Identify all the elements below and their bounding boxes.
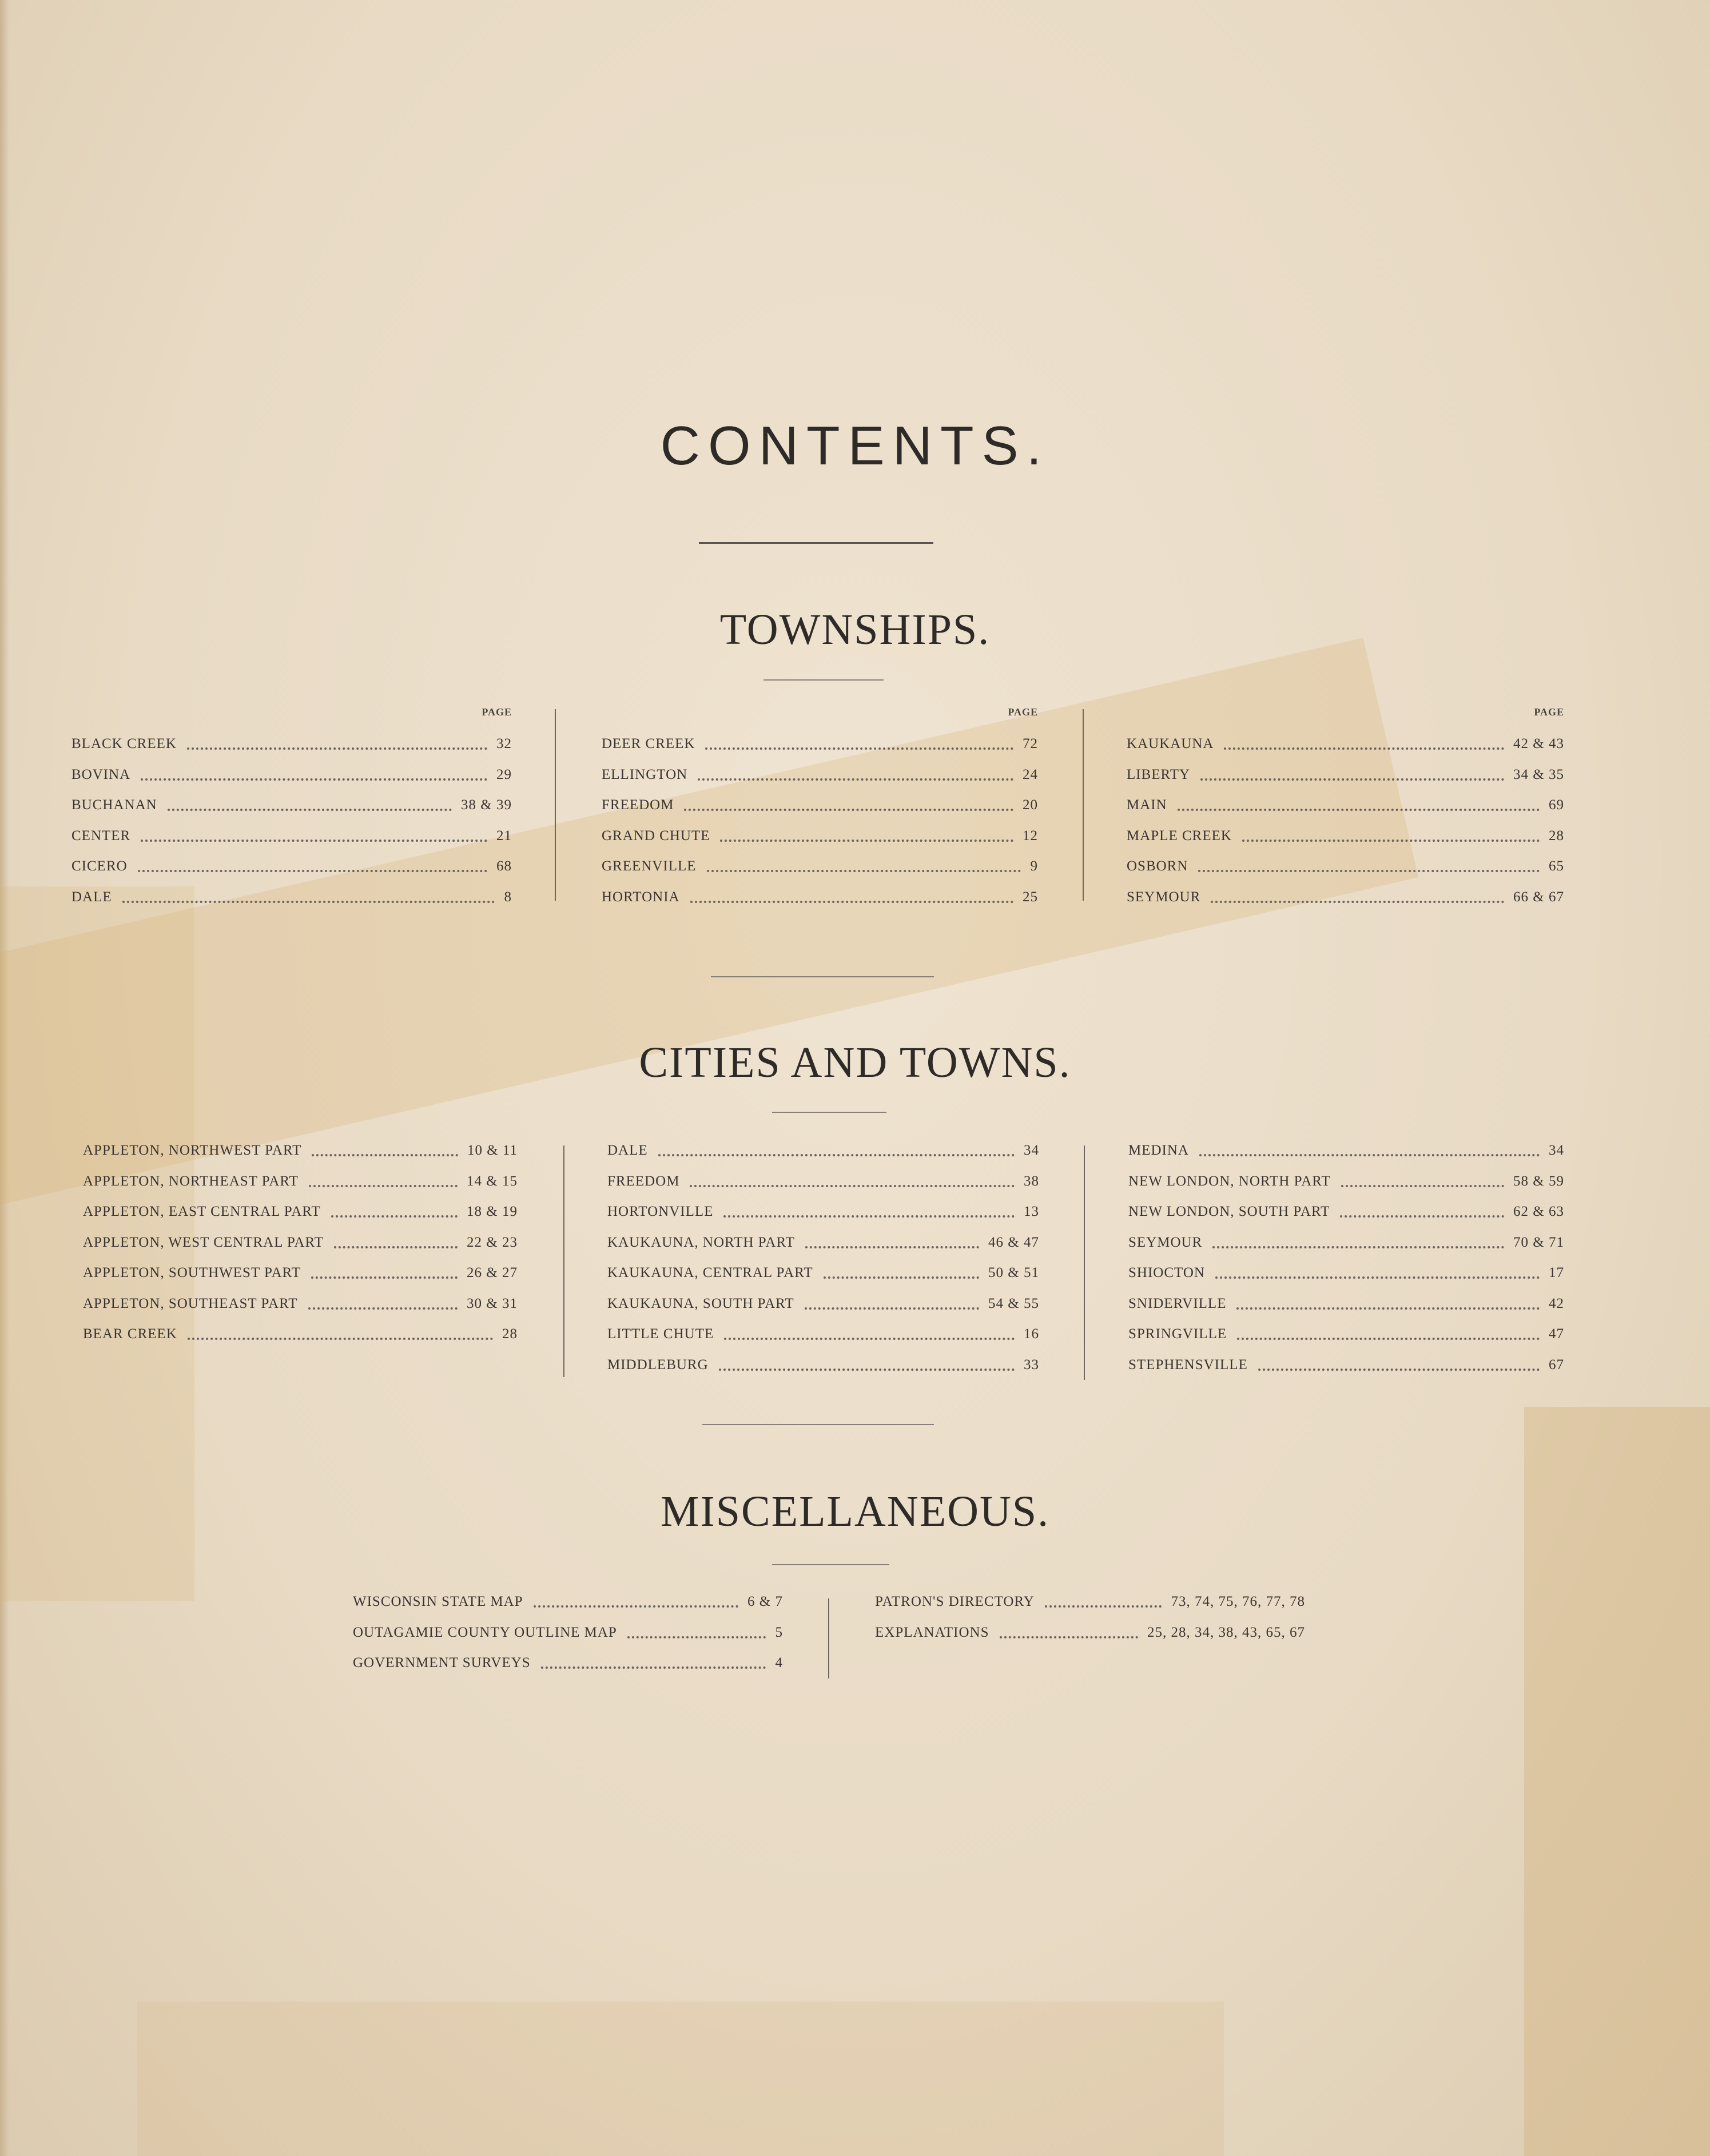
- toc-entry-page: 14 & 15: [467, 1173, 518, 1189]
- toc-entry-page: 66 & 67: [1513, 889, 1564, 905]
- toc-entry-name: NEW LONDON, NORTH PART: [1128, 1173, 1331, 1189]
- dot-leader: [1242, 822, 1540, 842]
- toc-entry-name: DALE: [607, 1143, 648, 1158]
- toc-entry-page: 67: [1549, 1357, 1564, 1373]
- dot-leader: [334, 1229, 458, 1248]
- tape-stain-bottom: [137, 2002, 1224, 2156]
- toc-entry: [875, 1625, 1305, 1656]
- toc-entry-page: 38 & 39: [461, 797, 512, 813]
- page-column-header: PAGE: [482, 706, 512, 718]
- toc-entry: [71, 889, 512, 920]
- toc-entry-page: 30 & 31: [467, 1295, 518, 1311]
- dot-leader: [1045, 1588, 1162, 1608]
- misc-rule: [772, 1564, 889, 1565]
- toc-entry-name: DEER CREEK: [602, 736, 695, 751]
- page-column-header: PAGE: [1534, 706, 1564, 718]
- toc-entry-page: 8: [504, 889, 512, 905]
- misc-column-1: [353, 1594, 783, 1691]
- toc-entry-page: 12: [1023, 828, 1038, 844]
- toc-entry-name: GRAND CHUTE: [602, 828, 710, 844]
- toc-entry-page: 38: [1024, 1173, 1039, 1189]
- dot-leader: [690, 884, 1013, 903]
- page-column-header: PAGE: [1008, 706, 1038, 718]
- dot-leader: [534, 1588, 738, 1608]
- dot-leader: [724, 1320, 1015, 1340]
- toc-entry-name: DALE: [71, 889, 112, 905]
- cities-column-1: [83, 1143, 518, 1394]
- toc-entry-page: 42: [1549, 1295, 1564, 1311]
- dot-leader: [707, 853, 1021, 872]
- townships-rule: [763, 679, 884, 681]
- dot-leader: [805, 1290, 979, 1310]
- toc-entry-name: KAUKAUNA: [1127, 736, 1214, 751]
- toc-entry-name: BEAR CREEK: [83, 1326, 177, 1342]
- toc-entry-name: BUCHANAN: [71, 797, 157, 813]
- toc-entry-name: OSBORN: [1127, 858, 1188, 874]
- toc-entry-name: GOVERNMENT SURVEYS: [353, 1655, 531, 1670]
- toc-entry-page: 13: [1024, 1204, 1039, 1219]
- toc-entry-name: BOVINA: [71, 766, 131, 782]
- toc-entry-page: 47: [1549, 1326, 1564, 1342]
- townships-heading: TOWNSHIPS.: [719, 606, 991, 654]
- toc-entry-name: BLACK CREEK: [71, 736, 177, 751]
- toc-entry-name: SEYMOUR: [1127, 889, 1201, 905]
- toc-entry-page: 46 & 47: [988, 1234, 1039, 1250]
- dot-leader: [1198, 853, 1540, 872]
- dot-leader: [690, 1168, 1015, 1187]
- dot-leader: [1000, 1619, 1138, 1638]
- toc-entry-page: 24: [1023, 766, 1038, 782]
- toc-entry-name: APPLETON, NORTHEAST PART: [83, 1173, 299, 1189]
- toc-entry-name: LITTLE CHUTE: [607, 1326, 714, 1342]
- dot-leader: [1199, 1137, 1540, 1156]
- dot-leader: [122, 884, 495, 903]
- dot-leader: [805, 1229, 979, 1248]
- toc-entry-page: 65: [1549, 858, 1564, 874]
- toc-entry-page: 72: [1023, 736, 1038, 751]
- dot-leader: [1215, 1259, 1540, 1279]
- dot-leader: [141, 761, 487, 781]
- dot-leader: [720, 822, 1013, 842]
- toc-entry-page: 32: [496, 736, 512, 751]
- toc-entry-name: EXPLANATIONS: [875, 1624, 989, 1640]
- toc-entry-page: 22 & 23: [467, 1234, 518, 1250]
- dot-leader: [188, 1320, 493, 1340]
- dot-leader: [1258, 1351, 1540, 1371]
- column-divider: [828, 1598, 829, 1678]
- toc-entry-name: SHIOCTON: [1128, 1265, 1205, 1280]
- column-divider: [563, 1145, 564, 1377]
- dot-leader: [1237, 1320, 1540, 1340]
- dot-leader: [311, 1259, 458, 1279]
- misc-column-2: [875, 1594, 1305, 1662]
- toc-entry-page: 70 & 71: [1513, 1234, 1564, 1250]
- cities-heading: CITIES AND TOWNS.: [639, 1039, 1071, 1087]
- toc-entry-name: APPLETON, EAST CENTRAL PART: [83, 1204, 321, 1219]
- dot-leader: [541, 1649, 766, 1669]
- toc-entry-name: STEPHENSVILLE: [1128, 1357, 1248, 1373]
- toc-entry-page: 58 & 59: [1513, 1173, 1564, 1189]
- townships-column-2: [602, 706, 1038, 912]
- toc-entry-name: HORTONVILLE: [607, 1204, 714, 1219]
- toc-entry-name: MIDDLEBURG: [607, 1357, 709, 1373]
- toc-entry-page: 34: [1549, 1143, 1564, 1158]
- toc-entry-page: 6 & 7: [747, 1594, 783, 1609]
- toc-entry-page: 50 & 51: [988, 1265, 1039, 1280]
- dot-leader: [658, 1137, 1015, 1156]
- dot-leader: [312, 1137, 458, 1156]
- toc-entry-name: APPLETON, SOUTHEAST PART: [83, 1295, 298, 1311]
- dot-leader: [168, 791, 452, 811]
- toc-entry-page: 18 & 19: [467, 1204, 518, 1219]
- toc-entry-name: SPRINGVILLE: [1128, 1326, 1227, 1342]
- dot-leader: [684, 791, 1013, 811]
- page-title: CONTENTS.: [660, 415, 1050, 476]
- toc-entry-name: APPLETON, SOUTHWEST PART: [83, 1265, 301, 1280]
- toc-entry-name: MEDINA: [1128, 1143, 1189, 1158]
- toc-entry: [1127, 889, 1564, 920]
- toc-entry-page: 68: [496, 858, 512, 874]
- toc-entry-page: 26 & 27: [467, 1265, 518, 1280]
- misc-heading: MISCELLANEOUS.: [660, 1487, 1050, 1536]
- toc-entry-name: KAUKAUNA, CENTRAL PART: [607, 1265, 813, 1280]
- dot-leader: [1211, 884, 1504, 903]
- toc-entry-page: 28: [1549, 828, 1564, 844]
- dot-leader: [723, 1198, 1015, 1218]
- dot-leader: [1200, 761, 1504, 781]
- toc-entry-name: APPLETON, NORTHWEST PART: [83, 1143, 302, 1158]
- section-rule: [711, 976, 934, 977]
- toc-entry-page: 4: [775, 1655, 783, 1670]
- toc-entry-page: 34: [1024, 1143, 1039, 1158]
- toc-entry-name: PATRON'S DIRECTORY: [875, 1594, 1035, 1609]
- toc-entry-name: CICERO: [71, 858, 128, 874]
- dot-leader: [1340, 1198, 1504, 1218]
- toc-entry-page: 21: [496, 828, 512, 844]
- toc-entry-page: 20: [1023, 797, 1038, 813]
- column-divider: [1084, 1145, 1085, 1380]
- dot-leader: [1341, 1168, 1504, 1187]
- dot-leader: [309, 1168, 458, 1187]
- toc-entry-name: MAIN: [1127, 797, 1167, 813]
- dot-leader: [1178, 791, 1540, 811]
- column-divider: [1083, 709, 1084, 901]
- toc-entry-name: NEW LONDON, SOUTH PART: [1128, 1204, 1330, 1219]
- dot-leader: [824, 1259, 979, 1279]
- toc-entry-name: OUTAGAMIE COUNTY OUTLINE MAP: [353, 1624, 617, 1640]
- toc-entry: [83, 1326, 518, 1357]
- toc-entry-page: 9: [1030, 858, 1038, 874]
- toc-entry-name: KAUKAUNA, SOUTH PART: [607, 1295, 794, 1311]
- toc-entry-name: SNIDERVILLE: [1128, 1295, 1227, 1311]
- cities-rule: [772, 1112, 886, 1113]
- toc-entry-page: 29: [496, 766, 512, 782]
- toc-entry-page: 25, 28, 34, 38, 43, 65, 67: [1147, 1624, 1305, 1640]
- toc-entry-name: ELLINGTON: [602, 766, 688, 782]
- toc-entry-name: HORTONIA: [602, 889, 680, 905]
- dot-leader: [308, 1290, 458, 1310]
- dot-leader: [698, 761, 1013, 781]
- toc-entry-page: 62 & 63: [1513, 1204, 1564, 1219]
- toc-entry-name: APPLETON, WEST CENTRAL PART: [83, 1234, 324, 1250]
- toc-entry-name: FREEDOM: [602, 797, 674, 813]
- dot-leader: [1224, 730, 1504, 750]
- toc-entry-page: 69: [1549, 797, 1564, 813]
- dot-leader: [1212, 1229, 1504, 1248]
- toc-entry-page: 73, 74, 75, 76, 77, 78: [1171, 1594, 1305, 1609]
- toc-entry-name: LIBERTY: [1127, 766, 1191, 782]
- title-rule: [699, 542, 933, 544]
- toc-entry-name: MAPLE CREEK: [1127, 828, 1232, 844]
- toc-entry-name: KAUKAUNA, NORTH PART: [607, 1234, 795, 1250]
- toc-entry-page: 25: [1023, 889, 1038, 905]
- toc-entry: [353, 1655, 783, 1686]
- toc-entry-page: 42 & 43: [1513, 736, 1564, 751]
- toc-entry-page: 28: [502, 1326, 518, 1342]
- toc-entry-name: WISCONSIN STATE MAP: [353, 1594, 523, 1609]
- dot-leader: [187, 730, 487, 750]
- toc-entry: [602, 889, 1038, 920]
- dot-leader: [627, 1619, 766, 1638]
- toc-entry: [1128, 1357, 1564, 1388]
- townships-column-3: [1127, 706, 1564, 912]
- toc-entry: [607, 1357, 1039, 1388]
- toc-entry-page: 54 & 55: [988, 1295, 1039, 1311]
- cities-column-2: [607, 1143, 1039, 1394]
- toc-entry-page: 33: [1024, 1357, 1039, 1373]
- section-rule: [702, 1424, 934, 1425]
- toc-entry-name: SEYMOUR: [1128, 1234, 1203, 1250]
- column-divider: [555, 709, 556, 901]
- toc-entry-page: 10 & 11: [467, 1143, 518, 1158]
- toc-entry-page: 34 & 35: [1513, 766, 1564, 782]
- dot-leader: [1236, 1290, 1540, 1310]
- townships-column-1: [71, 706, 512, 912]
- cities-column-3: [1128, 1143, 1564, 1394]
- toc-entry-name: CENTER: [71, 828, 131, 844]
- toc-entry-page: 5: [775, 1624, 783, 1640]
- dot-leader: [719, 1351, 1015, 1371]
- toc-entry-page: 17: [1549, 1265, 1564, 1280]
- dot-leader: [331, 1198, 458, 1218]
- dot-leader: [705, 730, 1013, 750]
- dot-leader: [141, 822, 487, 842]
- toc-entry-name: FREEDOM: [607, 1173, 680, 1189]
- dot-leader: [138, 853, 487, 872]
- toc-entry-page: 16: [1024, 1326, 1039, 1342]
- toc-entry-name: GREENVILLE: [602, 858, 697, 874]
